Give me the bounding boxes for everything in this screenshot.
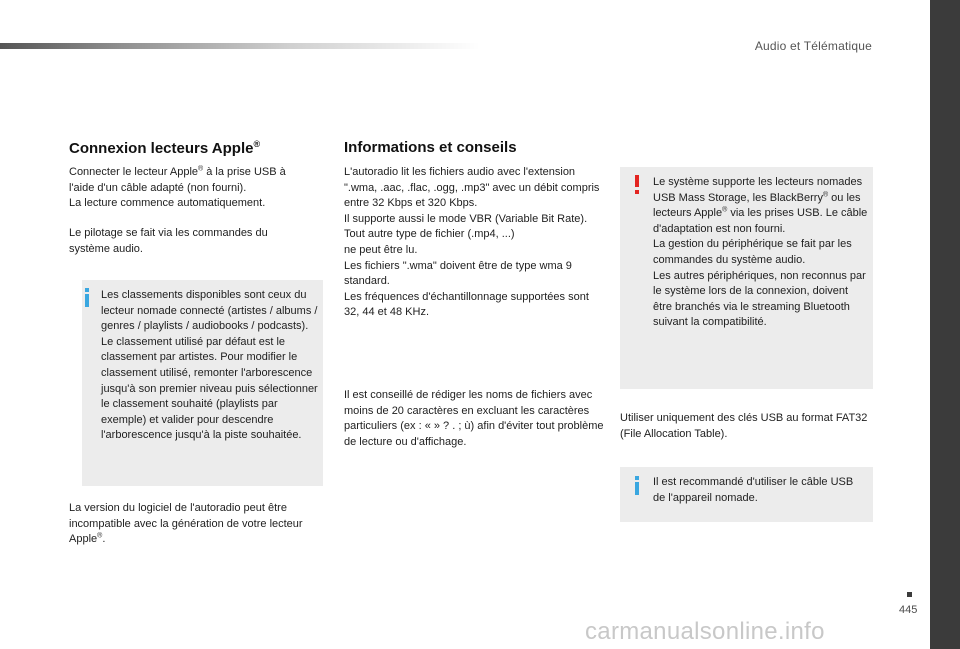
filename-advice-paragraph: Il est conseillé de rédiger les noms de fichiers avec moins de 20 caractères en excluant les caractères particuliers (ex : « » ? . ; ù) afin d'éviter tout problème de lecture ou d'affichage. (344, 389, 604, 448)
apple-version-paragraph (69, 501, 313, 548)
warning-icon-dot (635, 190, 639, 194)
text: La version du logiciel de l'autoradio peut être incompatible avec la génération de votre lecteur Apple (69, 502, 303, 546)
text: Les fréquences d'échantillonnage supportées sont 32, 44 et 48 KHz. (344, 290, 589, 319)
warning-usb-text (653, 175, 868, 331)
text: Les autres périphériques, non reconnus par le système lors de la connexion, doivent être branchés via le streaming Bluetooth suivant la compatibilité. (653, 269, 866, 329)
apple-heading-text: Connexion lecteurs Apple (69, 140, 254, 157)
text: ou les lecteurs Apple (653, 191, 861, 220)
text: Il supporte aussi le mode VBR (Variable Bit Rate). (344, 212, 588, 225)
header-gradient-bar (0, 43, 480, 49)
apple-control-paragraph: Le pilotage se fait via les commandes du système audio. (69, 227, 268, 255)
info-icon-dot (635, 476, 639, 480)
text: L'autoradio lit les fichiers audio avec l'extension ".wma, .aac, .flac, .ogg, .mp3" avec un débit compris entre 32 Kbps et 320 Kbps. (344, 166, 600, 210)
watermark: carmanualsonline.info (585, 618, 825, 645)
text: via les prises USB. Le câble d'adaptation est non fourni. (653, 207, 868, 235)
registered-mark: ® (253, 139, 261, 149)
warning-box-usb (620, 167, 873, 389)
text: Connecter le lecteur Apple (69, 166, 199, 178)
text: Les fichiers ".wma" doivent être de type wma 9 standard. (344, 259, 572, 288)
apple-connect-paragraph (69, 165, 313, 212)
page-edge-tab (930, 0, 960, 649)
info-classification-text: Les classements disponibles sont ceux du lecteur nomade connecté (artistes / albums / genres / playlists / audiobooks / podcasts). Le classement utilisé par défaut est le classement par artistes. Pour modifier le classement utilisé, remonter l'arborescence jusqu'à son premier niveau puis sélectionner le classement souhaité (playlists par exemple) et valider pour descendre l'arborescence jusqu'à la piste souhaitée. (101, 289, 318, 442)
apple-heading (69, 139, 260, 157)
formats-paragraph (344, 165, 602, 321)
registered-mark: ® (198, 165, 204, 173)
text: La gestion du périphérique se fait par les commandes du système audio. (653, 238, 852, 266)
info-box-cable (620, 467, 873, 522)
info-icon-bar (635, 482, 639, 495)
text: à la prise USB à l'aide d'un câble adapté (non fourni). (69, 166, 286, 194)
info-cable-text: Il est recommandé d'utiliser le câble USB de l'appareil nomade. (653, 476, 854, 504)
usb-format-paragraph: Utiliser uniquement des clés USB au format FAT32 (File Allocation Table). (620, 412, 868, 440)
text: . (102, 533, 106, 546)
page-number: 445 (899, 604, 918, 616)
text: Tout autre type de fichier (.mp4, ...) ne peut être lu. (344, 228, 515, 256)
registered-mark: ® (822, 190, 829, 198)
info-heading: Informations et conseils (344, 139, 517, 156)
registered-mark: ® (722, 206, 728, 214)
page-marker (907, 592, 912, 597)
text: Le système supporte les lecteurs nomades USB Mass Storage, les BlackBerry (653, 176, 863, 204)
info-icon-bar (85, 294, 89, 307)
section-title: Audio et Télématique (754, 39, 872, 53)
info-icon-dot (85, 288, 89, 292)
warning-icon-bar (635, 175, 639, 187)
text: La lecture commence automatiquement. (69, 197, 266, 210)
info-box-classification (82, 280, 323, 486)
registered-mark: ® (97, 532, 103, 540)
